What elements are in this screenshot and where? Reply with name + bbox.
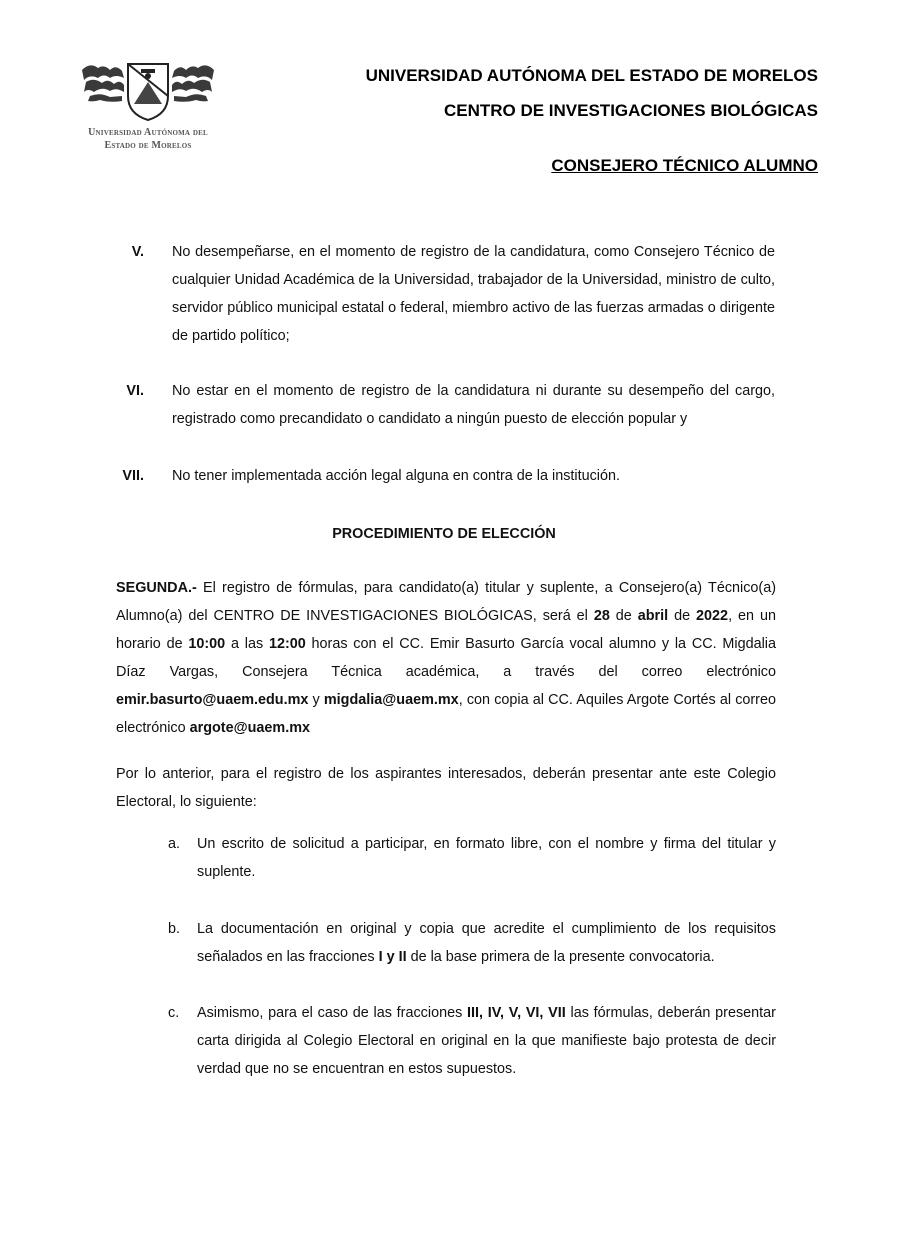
item-number: VI. <box>126 383 144 399</box>
university-title: UNIVERSIDAD AUTÓNOMA DEL ESTADO DE MORELOS <box>365 66 818 85</box>
start-time: 10:00 <box>188 636 226 652</box>
item-text: No estar en el momento de registro de la candidatura ni durante su desempeño del cargo, registrado como precandidato o candidato a ningún puesto de elección popular y <box>172 383 775 427</box>
council-title: CONSEJERO TÉCNICO ALUMNO <box>551 156 818 175</box>
segunda-label: SEGUNDA.- <box>116 580 197 596</box>
university-logo <box>78 60 218 152</box>
registration-day: 28 <box>593 608 610 624</box>
logo-text-line2: Estado de Morelos <box>104 140 192 151</box>
list-marker: c. <box>168 1005 180 1021</box>
registration-month: abril <box>637 608 669 624</box>
center-title: CENTRO DE INVESTIGACIONES BIOLÓGICAS <box>443 101 818 120</box>
university-crest-icon <box>80 60 216 122</box>
list-text: Un escrito de solicitud a participar, en formato libre, con el nombre y firma del titular y suplente. <box>197 836 776 880</box>
item-number: V. <box>131 244 144 260</box>
list-marker: a. <box>168 836 181 852</box>
segunda-paragraph: SEGUNDA.- El registro de fórmulas, para candidato(a) titular y suplente, a Consejero(a) Técnico(a) Alumno(a) del CENTRO DE INVESTIGACIONES BIOLÓGICAS, será el 28 de abril de 2022, en un horario de 10:00 a las 12:00 horas con el CC. Emir Basurto García vocal alumno y la CC. Migdalia Díaz Vargas, Consejera Técnica académica, a través del correo electrónico emir.basurto@uaem.edu.mx y migdalia@uaem.mx, con copia al CC. Aquiles Argote Cortés al correo electrónico argote@uaem.mx <box>116 580 776 736</box>
intro-paragraph: Por lo anterior, para el registro de los aspirantes interesados, deberán presentar ante este Colegio Electoral, lo siguiente: <box>116 766 776 810</box>
item-text: No tener implementada acción legal alguna en contra de la institución. <box>172 468 620 484</box>
procedure-title: PROCEDIMIENTO DE ELECCIÓN <box>332 526 556 542</box>
item-text: No desempeñarse, en el momento de registro de la candidatura, como Consejero Técnico de cualquier Unidad Académica de la Universidad, trabajador de la Universidad, ministro de culto, servidor público municipal estatal o federal, miembro activo de las fuerzas armadas o dirigente de partido político; <box>172 244 775 344</box>
registration-year: 2022 <box>696 608 729 624</box>
email-argote: argote@uaem.mx <box>189 720 310 736</box>
list-marker: b. <box>168 921 181 937</box>
list-text: La documentación en original y copia que acredite el cumplimiento de los requisitos señalados en las fracciones I y II de la base primera de la presente convocatoria. <box>197 921 776 965</box>
end-time: 12:00 <box>268 636 306 652</box>
list-text: Asimismo, para el caso de las fracciones III, IV, V, VI, VII las fórmulas, deberán presentar carta dirigida al Colegio Electoral en original en la que manifieste bajo protesta de decir verdad que no se encuentran en estos supuestos. <box>197 1005 776 1077</box>
email-basurto: emir.basurto@uaem.edu.mx <box>116 692 309 708</box>
item-number: VII. <box>122 468 144 484</box>
email-migdalia: migdalia@uaem.mx <box>323 692 459 708</box>
logo-text-line1: Universidad Autónoma del <box>88 127 208 138</box>
